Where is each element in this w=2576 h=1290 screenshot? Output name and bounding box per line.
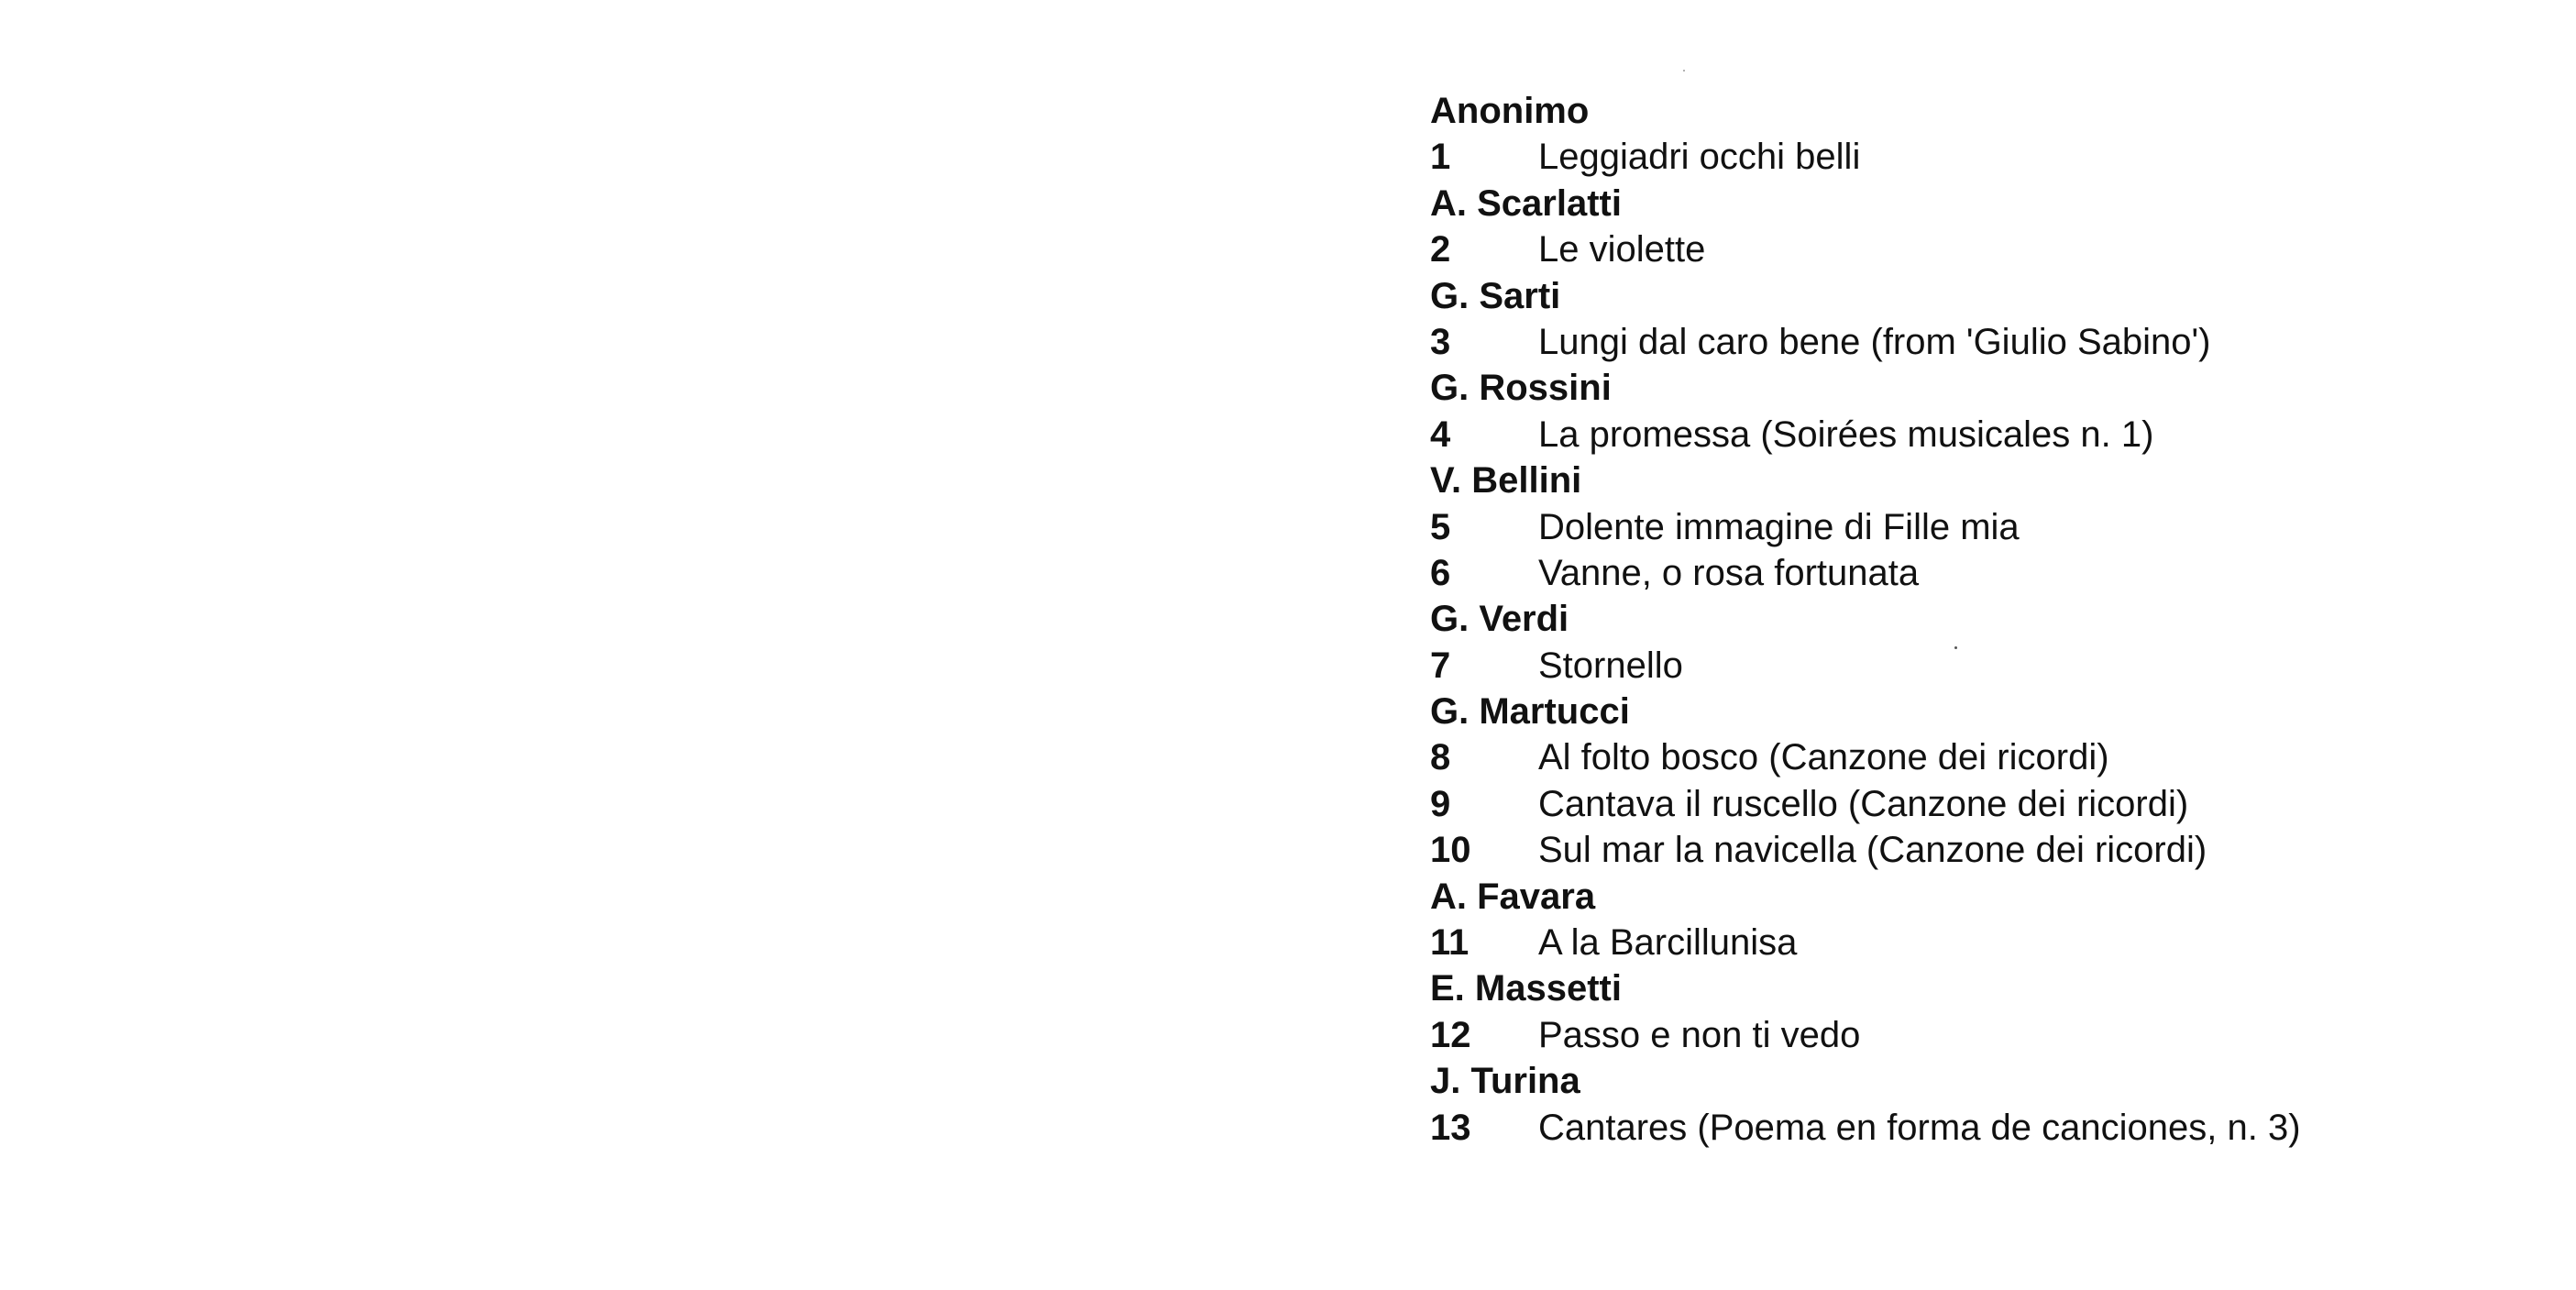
track-row — [1430, 781, 2530, 827]
track-row — [1430, 319, 2530, 365]
track-title: A la Barcillunisa — [1538, 922, 1798, 964]
composer-name: V. Bellini — [1430, 460, 1582, 502]
composer-name: E. Massetti — [1430, 968, 1622, 1009]
composer-name: Anonimo — [1430, 91, 1590, 131]
track-number: 1 — [1430, 137, 1451, 178]
track-row — [1430, 134, 2530, 180]
track-number: 3 — [1430, 321, 1451, 362]
track-row — [1430, 643, 2530, 689]
track-number: 6 — [1430, 552, 1451, 593]
track-title: Cantava il ruscello (Canzone dei ricordi) — [1538, 783, 2189, 824]
track-number: 4 — [1430, 413, 1451, 455]
scan-speck — [1683, 70, 1685, 72]
track-row — [1430, 920, 2530, 965]
track-number: 7 — [1430, 645, 1451, 686]
track-number: 10 — [1430, 830, 1471, 871]
composer-name: J. Turina — [1430, 1061, 1580, 1102]
track-row — [1430, 504, 2530, 550]
composer-name: A. Favara — [1430, 876, 1596, 917]
track-title: Dolente immagine di Fille mia — [1538, 506, 2020, 547]
track-title: Vanne, o rosa fortunata — [1538, 552, 1920, 593]
track-title: Le violette — [1538, 229, 1706, 270]
composer-name: G. Martucci — [1430, 691, 1630, 733]
track-row — [1430, 827, 2530, 873]
track-title: Al folto bosco (Canzone dei ricordi) — [1538, 737, 2109, 778]
track-title: Passo e non ti vedo — [1538, 1014, 1861, 1055]
track-row — [1430, 412, 2530, 458]
composer-name: G. Rossini — [1430, 368, 1612, 409]
composer-name: G. Verdi — [1430, 599, 1569, 640]
track-title: Leggiadri occhi belli — [1538, 137, 1861, 178]
track-number: 12 — [1430, 1014, 1471, 1055]
composer-name: G. Sarti — [1430, 275, 1561, 316]
track-number: 13 — [1430, 1107, 1471, 1148]
track-row — [1430, 550, 2530, 596]
track-row — [1430, 734, 2530, 780]
track-number: 9 — [1430, 783, 1451, 824]
track-number: 11 — [1430, 922, 1470, 964]
track-title: Sul mar la navicella (Canzone dei ricordi) — [1538, 830, 2207, 871]
track-number: 5 — [1430, 506, 1451, 547]
tracklist — [1430, 88, 2530, 1151]
track-row — [1430, 1105, 2530, 1151]
composer-name: A. Scarlatti — [1430, 182, 1622, 224]
track-row — [1430, 1012, 2530, 1058]
track-title: Lungi dal caro bene (from 'Giulio Sabino') — [1538, 321, 2211, 362]
track-title: Cantares (Poema en forma de canciones, n. 3) — [1538, 1107, 2301, 1148]
track-number: 2 — [1430, 229, 1451, 270]
track-title: Stornello — [1538, 645, 1683, 686]
track-title: La promessa (Soirées musicales n. 1) — [1538, 413, 2154, 455]
track-row — [1430, 226, 2530, 272]
track-number: 8 — [1430, 737, 1451, 778]
